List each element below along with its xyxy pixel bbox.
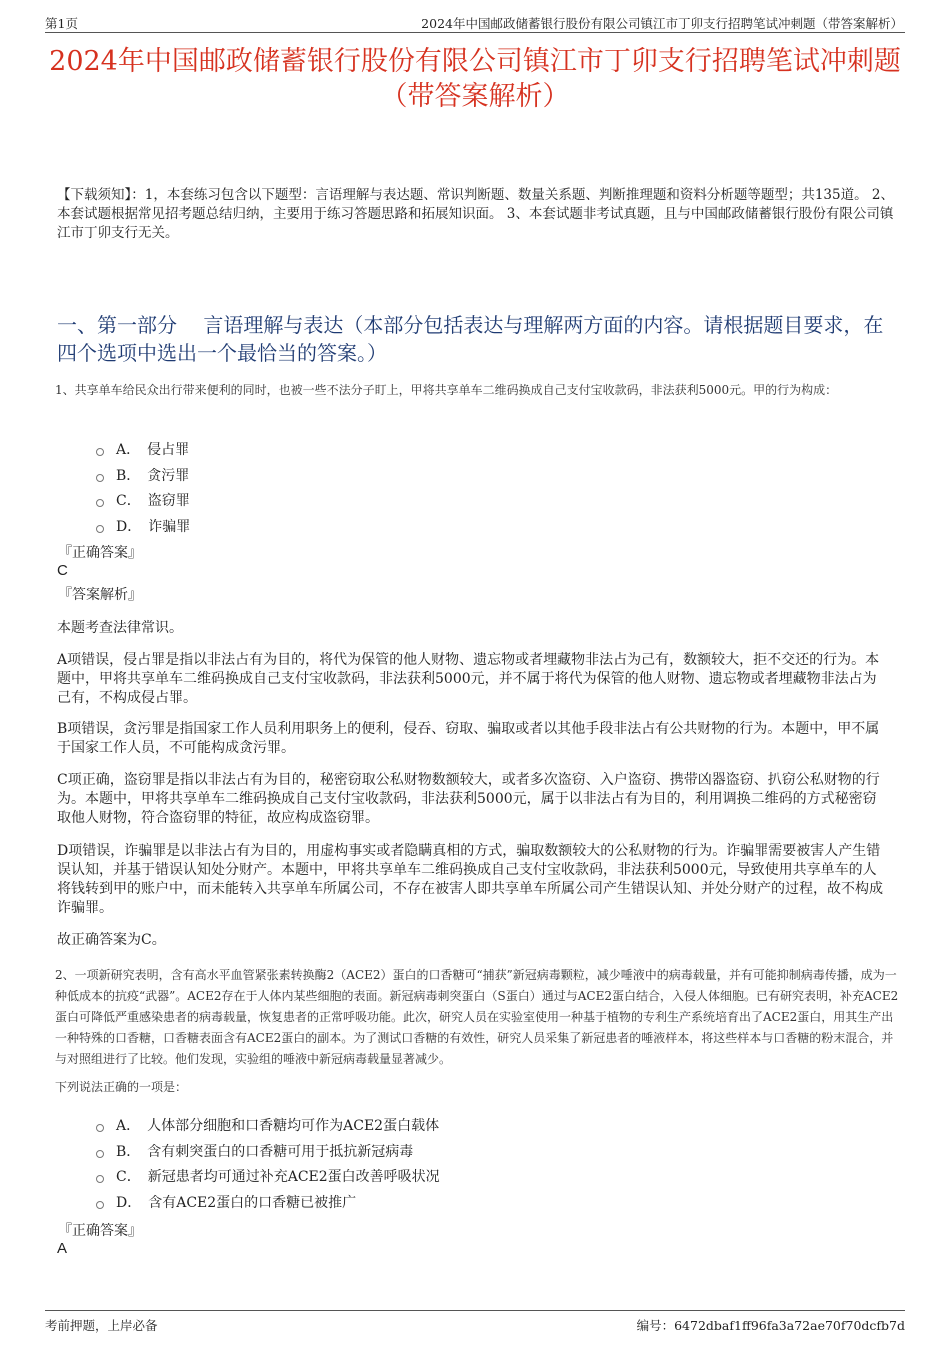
option-text: 贪污罪 xyxy=(147,467,190,484)
radio-icon[interactable] xyxy=(96,474,104,482)
radio-icon[interactable] xyxy=(96,499,104,507)
question-1-options xyxy=(96,436,190,539)
analysis-option-b: B项错误，贪污罪是指国家工作人员利用职务上的便利，侵吞、窃取、骗取或者以其他手段非法占有公共财物的行为。本题中，甲不属于国家工作人员，不可能构成贪污罪。 xyxy=(57,721,880,756)
analysis-option-c: C项正确，盗窃罪是指以非法占有为目的，秘密窃取公私财物数额较大，或者多次盗窃、入户盗窃、携带凶器盗窃、扒窃公私财物的行为。本题中，甲将共享单车二维码换成自己支付宝收款码，非法获利5000元，属于以非法占有为目的，利用调换二维码的方式秘密窃取他人财物，符合盗窃罪的特征，故应构成盗窃罪。 xyxy=(57,772,880,826)
radio-icon[interactable] xyxy=(96,525,104,533)
page-header xyxy=(45,10,905,33)
option-a[interactable] xyxy=(96,436,190,462)
option-c[interactable] xyxy=(96,487,190,513)
question-1-stem: 1、共享单车给民众出行带来便利的同时，也被一些不法分子盯上，甲将共享单车二维码换成自己支付宝收款码，非法获利5000元。甲的行为构成： xyxy=(55,383,838,397)
analysis-intro: 本题考查法律常识。 xyxy=(57,620,183,636)
option-text: 新冠患者均可通过补充ACE2蛋白改善呼吸状况 xyxy=(147,1169,440,1186)
radio-icon[interactable] xyxy=(96,448,104,456)
option-text: 含有刺突蛋白的口香糖可用于抵抗新冠病毒 xyxy=(147,1143,414,1160)
radio-icon[interactable] xyxy=(96,1150,104,1158)
page-footer xyxy=(45,1310,905,1333)
download-notice: 【下载须知】：1，本套练习包含以下题型：言语理解与表达题、常识判断题、数量关系题、判断推理题和资料分析题等题型；共135道。 2、本套试题根据常见招考题总结归纳，主要用于练习答题思路和拓展知识面。 3、本套试题非考试真题，且与中国邮政储蓄银行股份有限公司镇江市丁卯支行无关。 xyxy=(57,187,894,241)
analysis-option-d: D项错误，诈骗罪是以非法占有为目的，用虚构事实或者隐瞒真相的方式，骗取数额较大的公私财物的行为。诈骗罪需要被害人产生错误认知，并基于错误认知处分财产。本题中，甲将共享单车二维码换成自己支付宝收款码，非法获利5000元，导致使用共享单车的人将钱转到甲的账户中，而未能转入共享单车所属公司，不存在被害人即共享单车所属公司产生错误认知、并处分财产的过程，故不构成诈骗罪。 xyxy=(57,843,883,916)
option-text: 人体部分细胞和口香糖均可作为ACE2蛋白载体 xyxy=(147,1117,440,1134)
radio-icon[interactable] xyxy=(96,1175,104,1183)
answer-label: 『正确答案』 xyxy=(58,1223,142,1239)
footer-slogan: 考前押题，上岸必备 xyxy=(45,1318,158,1333)
analysis-conclusion: 故正确答案为C。 xyxy=(57,932,166,948)
option-letter: A． xyxy=(116,1117,141,1134)
document-title: 2024年中国邮政储蓄银行股份有限公司镇江市丁卯支行招聘笔试冲刺题（带答案解析） xyxy=(49,46,901,112)
option-c[interactable] xyxy=(96,1163,440,1189)
question-2-stem: 2、一项新研究表明，含有高水平血管紧张素转换酶2（ACE2）蛋白的口香糖可“捕获”新冠病毒颗粒，减少唾液中的病毒载量，并有可能抑制病毒传播，成为一种低成本的抗疫“武器”。ACE2存在于人体内某些细胞的表面。新冠病毒刺突蛋白（S蛋白）通过与ACE2蛋白结合，入侵人体细胞。已有研究表明，补充ACE2蛋白可降低严重感染患者的病毒载量，恢复患者的正常呼吸功能。此次，研究人员在实验室使用一种基于植物的专利生产系统培育出了ACE2蛋白，用其生产出一种特殊的口香糖，口香糖表面含有ACE2蛋白的副本。为了测试口香糖的有效性，研究人员采集了新冠患者的唾液样本，将这些样本与口香糖的粉末混合，并与对照组进行了比较。他们发现，实验组的唾液中新冠病毒载量显著减少。 xyxy=(55,968,899,1066)
answer-value: A xyxy=(57,1240,68,1257)
radio-icon[interactable] xyxy=(96,1124,104,1132)
option-text: 盗窃罪 xyxy=(147,493,190,510)
answer-value: C xyxy=(57,562,68,579)
option-text: 诈骗罪 xyxy=(148,518,191,535)
analysis-option-a: A项错误，侵占罪是指以非法占有为目的，将代为保管的他人财物、遗忘物或者埋藏物非法占为己有，数额较大，拒不交还的行为。本题中，甲将共享单车二维码换成自己支付宝收款码，非法获利5000元，并不属于将代为保管的他人财物、遗忘物或者埋藏物非法占为己有，不构成侵占罪。 xyxy=(57,652,880,706)
option-text: 侵占罪 xyxy=(147,441,190,458)
radio-icon[interactable] xyxy=(96,1201,104,1209)
analysis-label: 『答案解析』 xyxy=(58,587,142,603)
option-letter: C． xyxy=(116,1169,141,1186)
option-letter: D． xyxy=(116,518,142,535)
question-2-options xyxy=(96,1112,440,1215)
option-b[interactable] xyxy=(96,1138,440,1164)
footer-serial: 编号：6472dbaf1ff96fa3a72ae70f70dcfb7d xyxy=(636,1318,905,1333)
header-title: 2024年中国邮政储蓄银行股份有限公司镇江市丁卯支行招聘笔试冲刺题（带答案解析） xyxy=(421,16,903,31)
option-a[interactable] xyxy=(96,1112,440,1138)
option-d[interactable] xyxy=(96,513,190,539)
option-letter: B． xyxy=(116,1143,141,1160)
page-number: 第1页 xyxy=(45,16,78,31)
option-text: 含有ACE2蛋白的口香糖已被推广 xyxy=(148,1194,357,1211)
option-letter: D． xyxy=(116,1194,142,1211)
option-d[interactable] xyxy=(96,1189,440,1215)
option-letter: A． xyxy=(116,441,141,458)
answer-label: 『正确答案』 xyxy=(58,545,142,561)
option-letter: C． xyxy=(116,493,141,510)
section-heading: 一、第一部分 言语理解与表达（本部分包括表达与理解两方面的内容。请根据题目要求，在四个选项中选出一个最恰当的答案。） xyxy=(57,313,884,365)
option-b[interactable] xyxy=(96,462,190,488)
question-2-prompt: 下列说法正确的一项是： xyxy=(55,1080,188,1094)
option-letter: B． xyxy=(116,467,141,484)
